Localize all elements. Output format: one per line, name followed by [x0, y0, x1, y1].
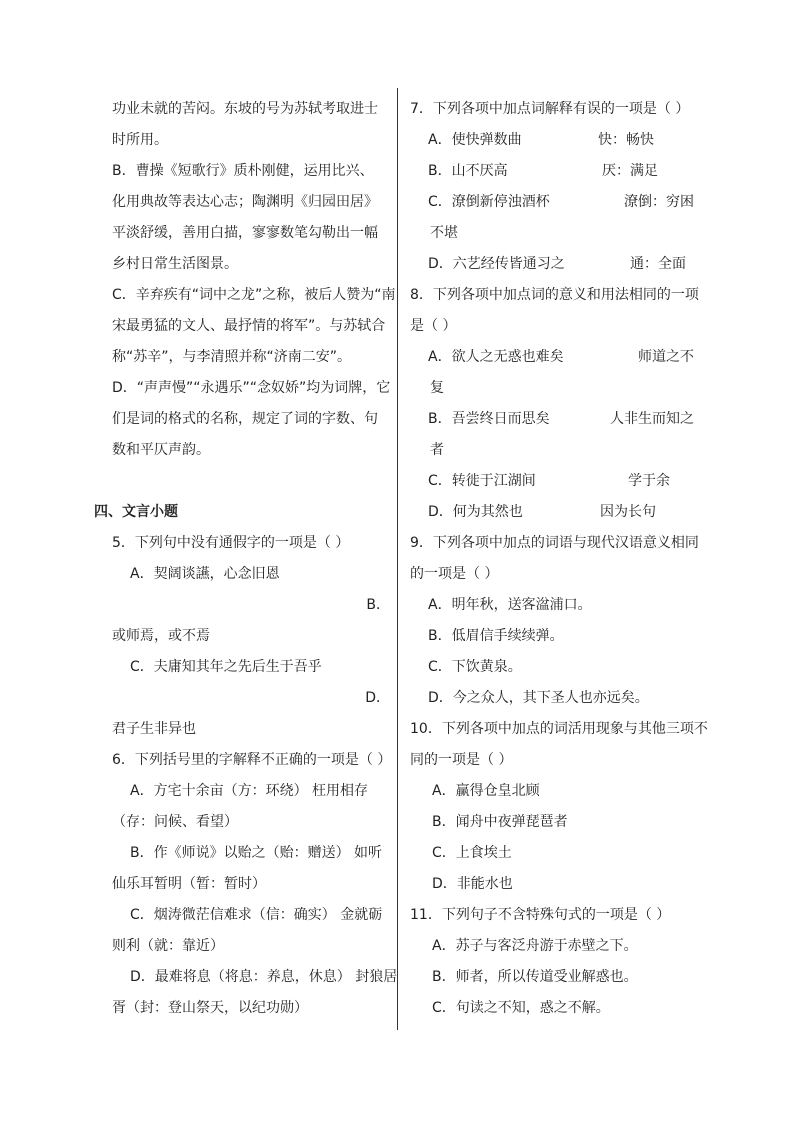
option-c-line: 宋最勇猛的文人、最抒情的将军”。与苏轼合	[112, 318, 386, 334]
q10-option-d: D．非能水也	[432, 876, 513, 892]
option-d-line: 数和平仄声韵。	[112, 442, 210, 458]
q6-option-a-cont: （存：问候、看望）	[112, 814, 238, 830]
q9-option-c: C．下饮黄泉。	[428, 659, 522, 675]
q6-option-b-cont: 仙乐耳暂明（暂：暂时）	[112, 876, 266, 892]
q5-option-c: C．夫庸知其年之先后生于吾乎	[130, 659, 322, 675]
column-divider	[397, 88, 398, 1030]
q6-option-c-cont: 则利（就：靠近）	[112, 938, 224, 954]
q11-option-b: B．师者，所以传道受业解惑也。	[432, 969, 638, 985]
option-c-line: 称“苏辛”，与李清照并称“济南二安”。	[112, 349, 352, 365]
q7-c-answer: 潦倒：穷困	[624, 194, 694, 210]
question-7-stem: 7．下列各项中加点词解释有误的一项是（ ）	[410, 101, 690, 117]
q8-a-answer: 师道之不	[638, 349, 694, 365]
q8-option-a	[410, 342, 702, 373]
q7-a-answer: 快：畅快	[598, 132, 654, 148]
q7-option-b	[410, 156, 702, 187]
q5-option-b-letter: B．	[366, 597, 390, 613]
option-b-line: 平淡舒缓，善用白描，寥寥数笔勾勒出一幅	[112, 225, 378, 241]
q8-d-answer: 因为长句	[600, 504, 656, 520]
q8-option-b	[410, 404, 702, 435]
question-10-stem: 10．下列各项中加点的词活用现象与其他三项不	[410, 721, 708, 737]
q5-option-d: 君子生非异也	[112, 721, 196, 737]
q8-a-text: A．欲人之无惑也难矣	[428, 349, 564, 365]
q9-option-a: A．明年秋，送客湓浦口。	[428, 597, 592, 613]
q5-option-d-letter: D．	[365, 690, 390, 706]
q9-option-d: D．今之众人，其下圣人也亦远矣。	[428, 690, 649, 706]
q10-option-c: C．上食埃土	[432, 845, 512, 861]
left-column	[94, 94, 398, 1024]
q10-option-b: B．闻舟中夜弹琵琶者	[432, 814, 568, 830]
q6-option-d-cont: 胥（封：登山祭天，以纪功勋）	[112, 1000, 308, 1016]
q8-b-answer: 人非生而知之	[610, 411, 694, 427]
q8-option-c	[410, 466, 702, 497]
option-b-line: 乡村日常生活图景。	[112, 256, 238, 272]
q7-option-d	[410, 249, 702, 280]
question-10-stem-cont: 同的一项是（ ）	[410, 752, 513, 768]
text-line: 功业未就的苦闷。东坡的号为苏轼考取进士	[112, 101, 378, 117]
question-6-stem: 6．下列括号里的字解释不正确的一项是（ ）	[112, 752, 392, 768]
q7-d-text: D．六艺经传皆通习之	[428, 256, 565, 272]
q11-option-a: A．苏子与客泛舟游于赤壁之下。	[432, 938, 638, 954]
q7-a-text: A．使快弹数曲	[428, 132, 522, 148]
right-column	[410, 94, 708, 1024]
q8-c-answer: 学于余	[628, 473, 670, 489]
q6-option-b: B．作《师说》以贻之（贻：赠送） 如听	[130, 845, 383, 861]
option-b-line: 化用典故等表达心志；陶渊明《归园田居》	[112, 194, 378, 210]
option-c-line: C．辛弃疾有“词中之龙”之称，被后人赞为“南	[112, 287, 396, 303]
question-11-stem: 11．下列句子不含特殊句式的一项是（ ）	[410, 907, 671, 923]
question-8-stem-cont: 是（ ）	[410, 318, 457, 334]
q8-option-a-cont: 复	[430, 380, 444, 396]
q7-b-answer: 厌：满足	[602, 163, 658, 179]
q7-option-a	[410, 125, 702, 156]
question-9-stem: 9．下列各项中加点的词语与现代汉语意义相同	[410, 535, 699, 551]
q6-option-c: C．烟涛微茫信难求（信：确实） 金就砺	[130, 907, 383, 923]
option-d-line: D．“声声慢”“永遇乐”“念奴娇”均为词牌，它	[112, 380, 391, 396]
q5-option-b: 或师焉，或不焉	[112, 628, 210, 644]
q8-option-b-cont: 者	[430, 442, 444, 458]
q9-option-b: B．低眉信手续续弹。	[428, 628, 564, 644]
question-8-stem: 8．下列各项中加点词的意义和用法相同的一项	[410, 287, 699, 303]
q6-option-a: A．方宅十余亩（方：环绕） 枉用相存	[130, 783, 369, 799]
q7-c-text: C．潦倒新停浊酒杯	[428, 194, 550, 210]
q11-option-c: C．句读之不知，惑之不解。	[432, 1000, 610, 1016]
option-b-line: B．曹操《短歌行》质朴刚健，运用比兴、	[112, 163, 374, 179]
q7-option-c	[410, 187, 702, 218]
question-9-stem-cont: 的一项是（ ）	[410, 566, 499, 582]
section-title: 四、文言小题	[94, 504, 178, 520]
q8-b-text: B．吾尝终日而思矣	[428, 411, 550, 427]
q8-option-d	[410, 497, 702, 528]
q7-b-text: B．山不厌高	[428, 163, 508, 179]
text-line: 时所用。	[112, 132, 168, 148]
question-5-stem: 5．下列句中没有通假字的一项是（ ）	[112, 535, 350, 551]
q8-d-text: D．何为其然也	[428, 504, 523, 520]
option-d-line: 们是词的格式的名称，规定了词的字数、句	[112, 411, 378, 427]
q10-option-a: A．赢得仓皇北顾	[432, 783, 540, 799]
q7-option-c-cont: 不堪	[430, 225, 458, 241]
q5-option-a: A．契阔谈讌，心念旧恩	[130, 566, 280, 582]
q6-option-d: D．最难将息（将息：养息，休息） 封狼居	[130, 969, 398, 985]
q8-c-text: C．转徙于江湖间	[428, 473, 536, 489]
q7-d-answer: 通：全面	[630, 256, 686, 272]
